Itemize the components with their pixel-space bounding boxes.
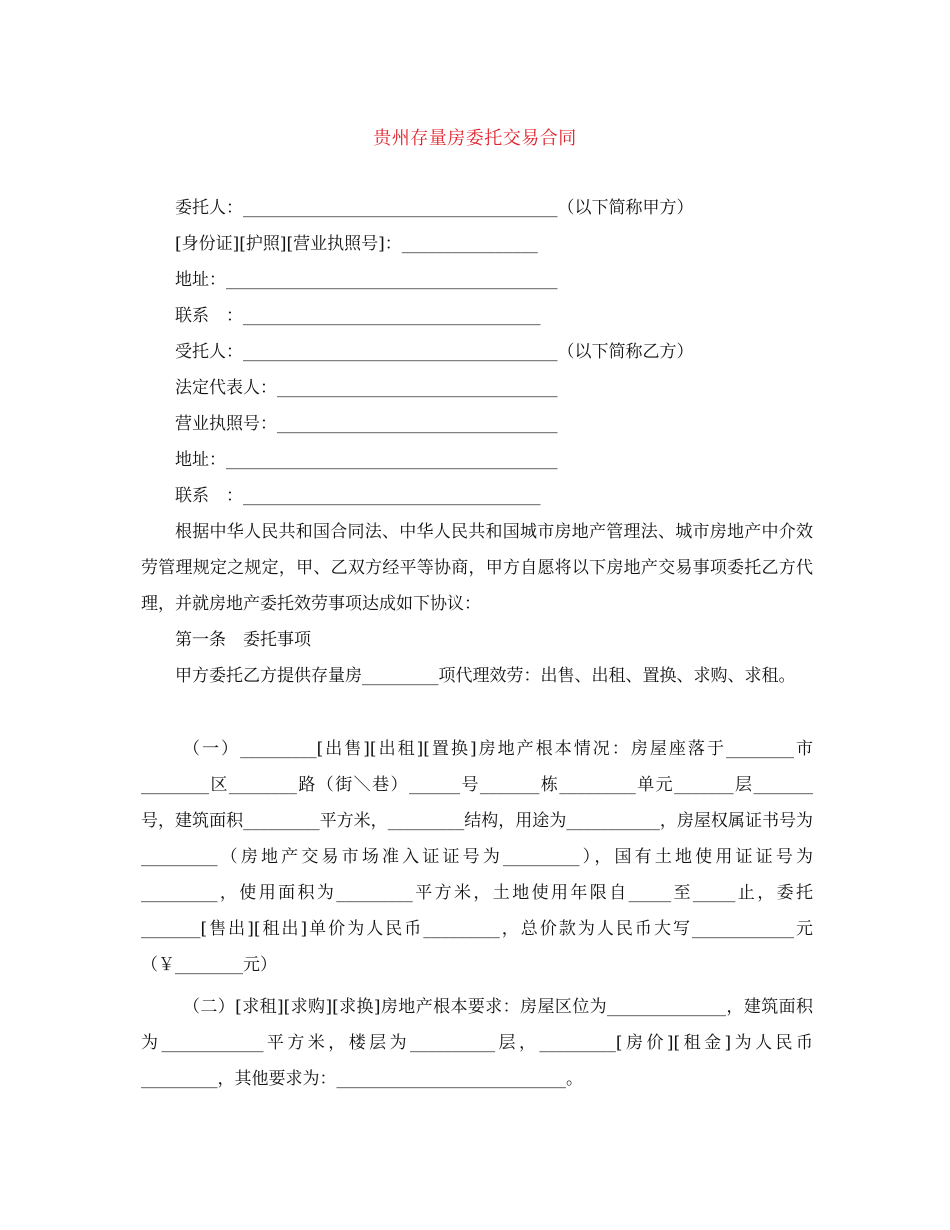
field-trustee: 受托人：_____________________________________（以下简称乙方） xyxy=(175,342,694,362)
article1-heading: 第一条 委托事项 xyxy=(175,630,311,650)
field-client-address: 地址：_______________________________________ xyxy=(175,270,558,290)
field-legal-representative: 法定代表人：_________________________________ xyxy=(175,378,558,398)
article1-paragraph: 甲方委托乙方提供存量房_________项代理效劳：出售、出租、置换、求购、求租。 xyxy=(175,666,796,686)
field-trustee-address: 地址：_______________________________________ xyxy=(175,450,558,470)
clause2-paragraph: （二）[求租][求购][求换]房地产根本要求：房屋区位为______________，建筑面积为____________平方米，楼层为__________层，_________[房价][租金]为人民币_________，其他要求为：___________________________。 xyxy=(141,997,813,1089)
intro-paragraph: 根据中华人民共和国合同法、中华人民共和国城市房地产管理法、城市房地产中介效劳管理规定之规定，甲、乙双方经平等协商，甲方自愿将以下房地产交易事项委托乙方代理，并就房地产委托效劳事项达成如下协议： xyxy=(141,522,813,614)
page-title: 贵州存量房委托交易合同 xyxy=(373,128,577,149)
field-trustee-contact: 联系 ：___________________________________ xyxy=(175,486,541,506)
field-client: 委托人：_____________________________________（以下简称甲方） xyxy=(175,198,694,218)
clause1-paragraph: （一）_________[出售][出租][置换]房地产根本情况：房屋座落于________市________区________路（街＼巷）______号_______栋_________单元_______层_______号，建筑面积_________平方米，_________结构，用途为___________，房屋权属证书号为_________（房地产交易市场准入证证号为_________），国有土地使用证证号为_________，使用面积为_________平方米，土地使用年限自_____至_____止，委托_______[售出][租出]单价为人民币_________，总价款为人民币大写____________元（￥________元） xyxy=(141,739,813,975)
field-client-contact: 联系 ：___________________________________ xyxy=(175,306,541,326)
field-id-number: [身份证][护照][营业执照号]：________________ xyxy=(175,234,538,254)
field-business-license: 营业执照号：_________________________________ xyxy=(175,414,558,434)
